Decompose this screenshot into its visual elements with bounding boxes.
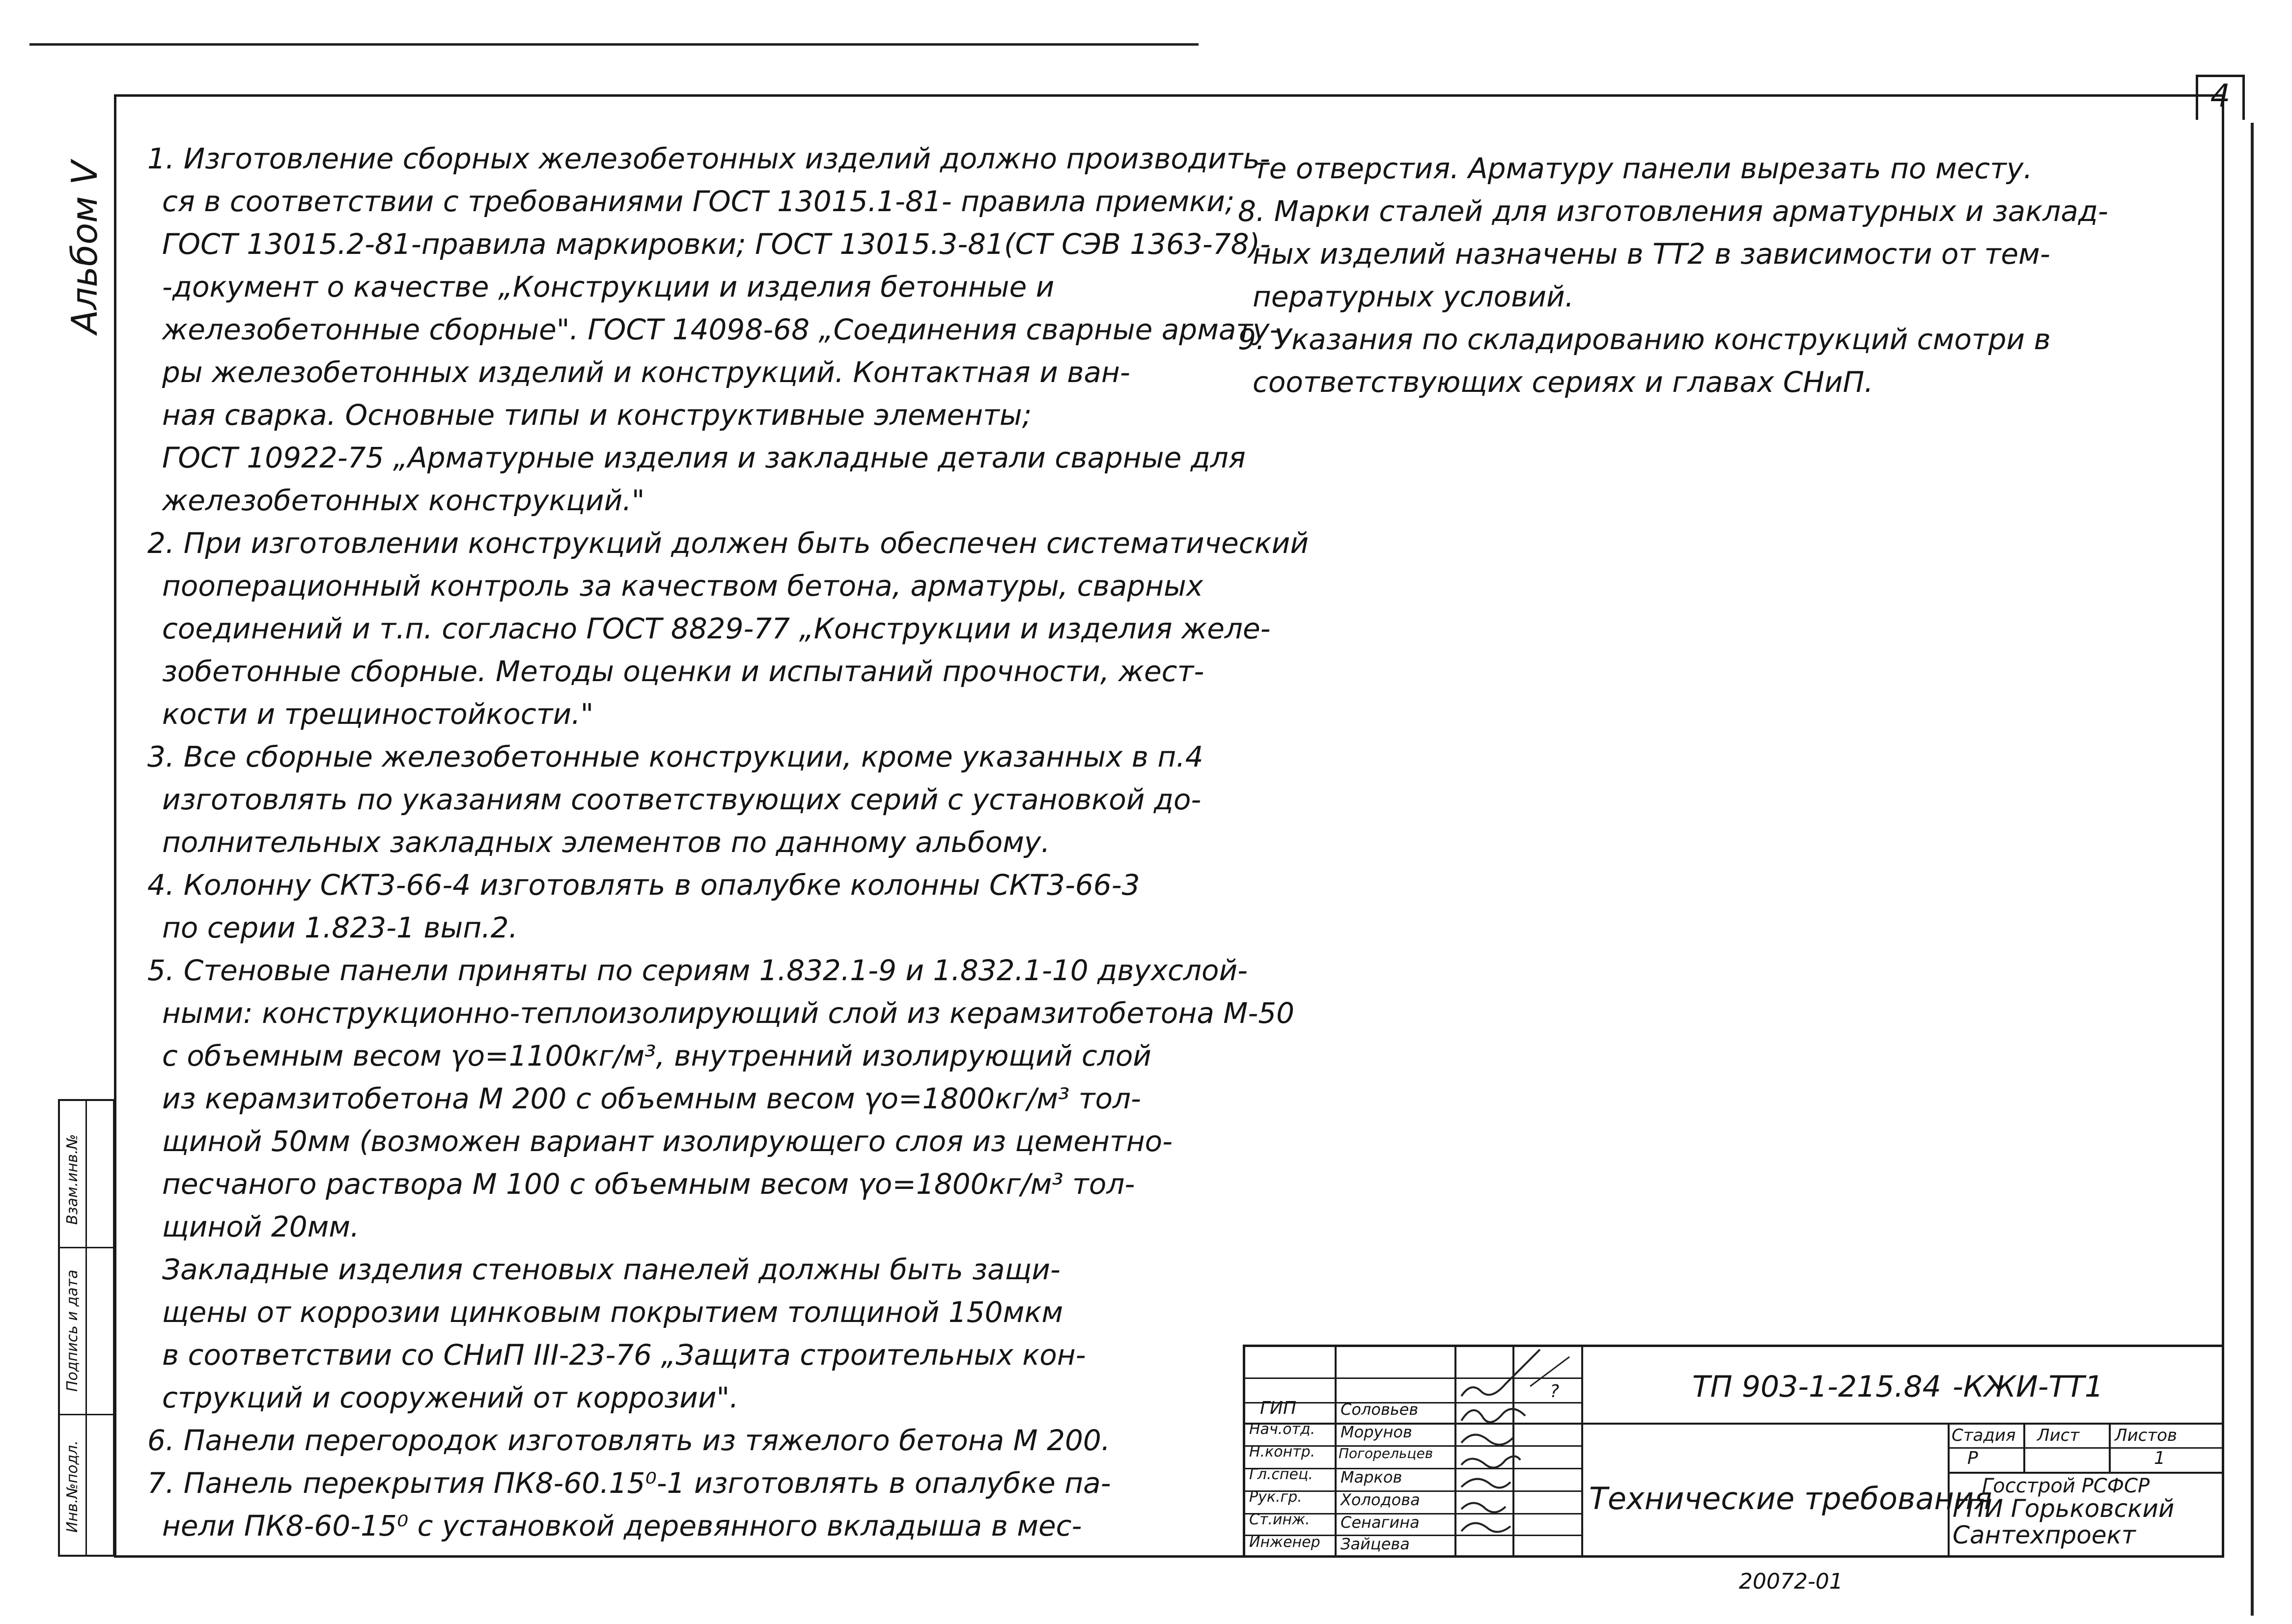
org-line-1: Госстрой РСФСР — [1982, 1475, 2150, 1497]
text-line: с объемным весом γо=1100кг/м³, внутренний изолирующий слой — [162, 1039, 1151, 1073]
name-chief-spec: Марков — [1341, 1468, 1402, 1486]
doc-code: ТП 903-1-215.84 — [1692, 1370, 1941, 1404]
text-line: железобетонных конструкций." — [162, 484, 645, 517]
sheet-label: Лист — [2037, 1426, 2080, 1445]
text-line: пературных условий. — [1253, 280, 1574, 313]
name-norm-control: Погорельцев — [1339, 1445, 1433, 1461]
text-line: 4. Колонну СКТ3-66-4 изготовлять в опалубке колонны СКТ3-66-3 — [147, 868, 1140, 902]
name-group-lead: Холодова — [1341, 1490, 1420, 1509]
top-rule — [29, 43, 1199, 46]
role-engineer: Инженер — [1249, 1534, 1320, 1551]
text-line: кости и трещиностойкости." — [162, 697, 594, 731]
text-line: 9. Указания по складированию конструкций смотри в — [1238, 323, 2051, 356]
signatures — [1456, 1347, 1579, 1555]
doc-title: Технические требования — [1589, 1481, 1992, 1516]
text-line: полнительных закладных элементов по данному альбому. — [162, 826, 1050, 859]
role-norm-control: Н.контр. — [1249, 1443, 1315, 1460]
text-line: 8. Марки сталей для изготовления арматурных и заклад- — [1238, 194, 2108, 228]
text-line: в соответствии со СНиП III-23-76 „Защита строительных кон- — [162, 1338, 1086, 1372]
archive-stamp: 20072-01 — [1739, 1569, 1843, 1594]
stage-label: Стадия — [1952, 1426, 2016, 1445]
text-line: те отверстия. Арматуру панели вырезать по месту. — [1253, 152, 2033, 185]
text-line: песчаного раствора М 100 с объемным весом γо=1800кг/м³ тол- — [162, 1167, 1135, 1201]
text-line: зобетонные сборные. Методы оценки и испытаний прочности, жест- — [162, 655, 1204, 688]
text-line: 2. При изготовлении конструкций должен быть обеспечен систематический — [147, 526, 1309, 560]
text-line: ры железобетонных изделий и конструкций. Контактная и ван- — [162, 356, 1130, 389]
text-line: железобетонные сборные". ГОСТ 14098-68 „Соединения сварные армату- — [162, 313, 1280, 346]
role-chief-spec: Гл.спец. — [1249, 1466, 1313, 1483]
text-line: соединений и т.п. согласно ГОСТ 8829-77 „Конструкции и изделия желе- — [162, 612, 1271, 645]
doc-mark: -КЖИ-ТТ1 — [1953, 1370, 2103, 1404]
text-line: 1. Изготовление сборных железобетонных изделий должно производить- — [147, 142, 1270, 175]
text-line: ных изделий назначены в ТТ2 в зависимости от тем- — [1253, 237, 2050, 271]
text-line: щиной 50мм (возможен вариант изолирующего слоя из цементно- — [162, 1125, 1173, 1158]
name-gip: Соловьев — [1341, 1400, 1419, 1419]
strip-cell-inventory: Инв.№подл. — [64, 1440, 81, 1533]
text-line: щены от коррозии цинковым покрытием толщиной 150мкм — [162, 1295, 1063, 1329]
text-line: ГОСТ 10922-75 „Арматурные изделия и закладные детали сварные для — [162, 441, 1246, 474]
name-senior-eng: Сенагина — [1341, 1513, 1420, 1532]
text-line: -документ о качестве „Конструкции и изделия бетонные и — [162, 270, 1055, 303]
sheets-label: Листов — [2115, 1426, 2178, 1445]
right-binding-line — [2251, 123, 2254, 1616]
text-line: Закладные изделия стеновых панелей должны быть защи- — [162, 1253, 1061, 1286]
text-line: струкций и сооружений от коррозии". — [162, 1381, 739, 1414]
text-line: из керамзитобетона М 200 с объемным весом γо=1800кг/м³ тол- — [162, 1082, 1141, 1115]
text-line: 7. Панель перекрытия ПК8-60.15⁰-1 изготовлять в опалубке па- — [147, 1466, 1111, 1500]
strip-cell-replacement: Взам.инв.№ — [60, 1101, 113, 1248]
text-line: ся в соответствии с требованиями ГОСТ 13015.1-81- правила приемки; — [162, 185, 1235, 218]
text-line: 5. Стеновые панели приняты по сериям 1.832.1-9 и 1.832.1-10 двухслой- — [147, 954, 1248, 987]
text-line: 6. Панели перегородок изготовлять из тяжелого бетона М 200. — [147, 1424, 1111, 1457]
role-gip: ГИП — [1260, 1398, 1297, 1418]
text-line: пооперационный контроль за качеством бетона, арматуры, сварных — [162, 569, 1203, 603]
org-line-3: Сантехпроект — [1953, 1521, 2136, 1549]
name-engineer: Зайцева — [1341, 1535, 1410, 1553]
role-senior-eng: Ст.инж. — [1249, 1511, 1310, 1528]
role-head-dept: Нач.отд. — [1249, 1421, 1315, 1438]
text-line: по серии 1.823-1 вып.2. — [162, 911, 518, 944]
name-head-dept: Морунов — [1341, 1423, 1412, 1441]
title-block: ГИП Нач.отд. Н.контр. Гл.спец. Рук.гр. Ст.инж. Инженер Соловьев Морунов Погорельцев Марков Холодова Сенагина Зайцева ? ТП 903-1-215.84 -КЖИ-ТТ1 Технические требования Стадия Лист Листов Р 1 Госстрой РСФСР ГПИ Горьковский Сантехпроект — [1243, 1345, 2224, 1558]
stage-value: Р — [1967, 1448, 1978, 1468]
role-group-lead: Рук.гр. — [1249, 1488, 1302, 1506]
strip-cell-signature: Подпись и дата — [60, 1248, 113, 1415]
text-line: ГОСТ 13015.2-81-правила маркировки; ГОСТ 13015.3-81(СТ СЭВ 1363-78)- — [162, 227, 1271, 261]
text-line: ными: конструкционно-теплоизолирующий слой из керамзитобетона М-50 — [162, 996, 1295, 1030]
text-line: нели ПК8-60-15⁰ с установкой деревянного вкладыша в мес- — [162, 1509, 1082, 1542]
text-line: щиной 20мм. — [162, 1210, 360, 1243]
text-line: ная сварка. Основные типы и конструктивные элементы; — [162, 398, 1032, 432]
text-line: изготовлять по указаниям соответствующих серий с установкой до- — [162, 783, 1202, 816]
right-text-column — [1238, 147, 2210, 404]
sheets-value: 1 — [2154, 1448, 2165, 1468]
org-line-2: ГПИ Горьковский — [1953, 1494, 2175, 1523]
page-number: 4 — [2210, 78, 2231, 114]
left-stamp-strip — [58, 1099, 115, 1557]
text-line: 3. Все сборные железобетонные конструкции, кроме указанных в п.4 — [147, 740, 1203, 773]
text-line: соответствующих сериях и главах СНиП. — [1253, 365, 1873, 399]
album-label: Альбом V — [64, 161, 105, 334]
